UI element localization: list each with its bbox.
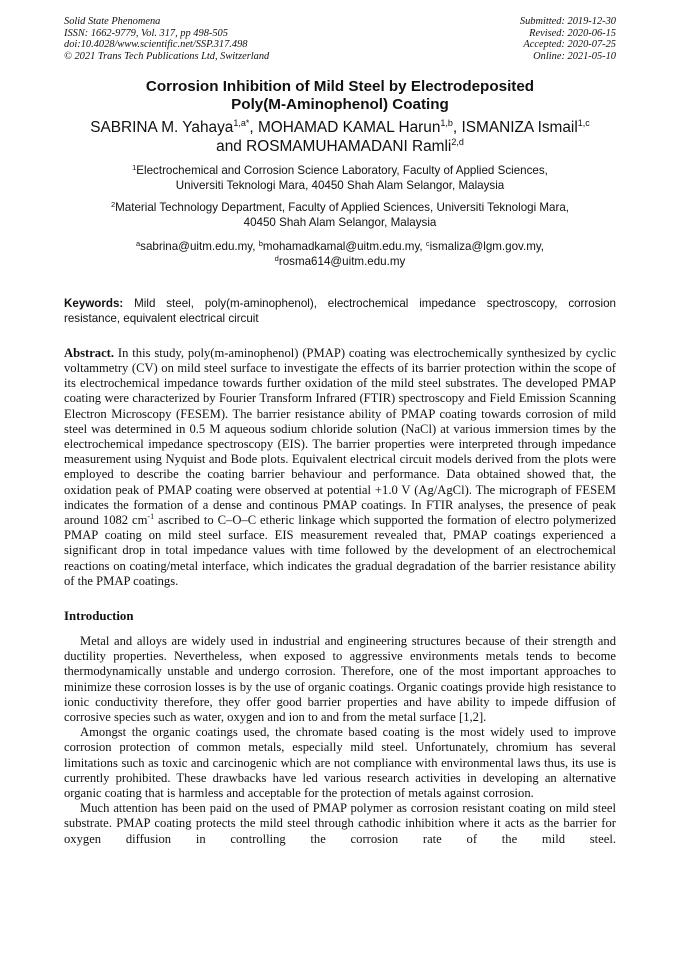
dates-info [520,16,616,62]
email-c: ismaliza@lgm.gov.my, [429,240,545,254]
abstract-section [64,346,616,589]
affiliation-1-line-2: Universiti Teknologi Mara, 40450 Shah Alam Selangor, Malaysia [175,178,505,192]
author-2: MOHAMAD KAMAL Harun [257,119,441,137]
authors-line-1 [64,119,616,138]
title-line-1: Corrosion Inhibition of Mild Steel by Electrodeposited [145,78,535,96]
author-3-sup: 1,c [577,118,590,129]
introduction-paragraph-1: Metal and alloys are widely used in industrial and engineering structures because of their strength and ductility properties. Nevertheless, when exposed to aggressive environments metals tends to become thermodynamically unstable and undergo corrosion. Therefore, one of the most important approaches to minimize these corrosion losses is by the use of organic coatings. Organic coatings provide high resistance to ionic conductivity therefore, they offer good barrier properties and have ability to impede diffusion of corrosive species such as water, oxygen and ion to and from the metal surface [1,2]. [64,634,616,725]
journal-header [64,16,616,62]
accepted-date: Accepted: 2020-07-25 [523,39,616,51]
author-list [64,119,616,156]
affiliation-2 [64,201,616,230]
emails-line-1 [64,240,616,255]
revised-date: Revised: 2020-06-15 [529,27,616,39]
email-list [64,240,616,269]
affiliation-1-text: Electrochemical and Corrosion Science Laboratory, Faculty of Applied Sciences, [136,164,548,178]
doi-line: doi:10.4028/www.scientific.net/SSP.317.498 [64,39,248,51]
affiliation-2-text: Material Technology Department, Faculty of Applied Sciences, Universiti Teknologi Mara, [115,201,570,215]
publication-info [64,16,269,62]
affiliation-1-sup: 1 [132,163,137,173]
authors-line-2 [64,138,616,157]
affiliation-2-line-1 [64,201,616,216]
email-a: sabrina@uitm.edu.my, [140,240,259,254]
abstract-text-1: In this study, poly(m-aminophenol) (PMAP) coating was electrochemically synthesized by cyclic voltammetry (CV) on mild steel surface to investigate the effects of its barrier protection within the scope of its electrochemical impedance towards further oxidation of the mild steel substrates. The developed PMAP coating were characterized by Fourier Transform Infrared (FTIR) spectroscopy and Field Emission Scanning Electron Microscopy (FESEM). The barrier resistance ability of PMAP coating towards corrosion of mild steel was determined in 0.5 M aqueous sodium chloride solution (NaCl) at various immersion times by the electrochemical impedance spectroscopy (EIS). The barrier properties were interpreted through impedance measurement using Nyquist and Bode plots. Equivalent electrical circuit models derived from the plots were employed to describe the coating barrier behaviour and performance. Data obtained showed that, the oxidation peak of PMAP coating were observed at potential +1.0 V (Ag/AgCl). The micrograph of FESEM indicates the formation of a dense and continous PMAP coatings. In FTIR analyses, the presence of peak around 1082 cm [64,345,616,528]
online-date: Online: 2021-05-10 [533,50,616,62]
email-d-sup: d [274,253,279,263]
author-separator: , [249,119,258,137]
emails-line-2 [64,255,616,270]
keywords-section [64,297,616,325]
email-c-sup: c [425,239,430,249]
affiliation-1-line-1 [64,164,616,179]
author-separator: , [452,119,462,137]
email-d: rosma614@uitm.edu.my [278,254,406,268]
abstract-text-2: ascribed to C–O–C etheric linkage which supported the formation of electro polymerized PMAP coating on mild steel surface. EIS measurement revealed that, PMAP coatings experienced a significant drop in total impedance values with time followed by the development of an electrochemical reactions on coating/metal interface, which indicates the gradual degradation of the barrier resistance ability of the PMAP coatings. [64,513,616,588]
journal-name: Solid State Phenomena [64,16,161,27]
introduction-paragraph-3: Much attention has been paid on the used of PMAP polymer as corrosion resistant coating on mild steel substrate. PMAP coating protects the mild steel through cathodic inhibition where it acts as the barrier for oxygen diffusion in controlling the corrosion rate of the mild steel. [64,801,616,846]
paper-page [64,16,616,847]
abstract-label: Abstract. [64,345,115,360]
email-a-sup: a [135,239,141,249]
paper-title [64,78,616,114]
issn-line: ISSN: 1662-9779, Vol. 317, pp 498-505 [64,27,228,39]
copyright-line: © 2021 Trans Tech Publications Ltd, Switzerland [64,50,270,62]
title-line-2: Poly(M-Aminophenol) Coating [231,96,449,114]
keywords-label: Keywords: [64,297,124,311]
author-2-sup: 1,b [440,118,453,129]
author-4: ROSMAMUHAMADANI Ramli [246,137,452,155]
email-b-sup: b [258,239,263,249]
affiliation-2-line-2: 40450 Shah Alam Selangor, Malaysia [243,215,437,229]
introduction-heading: Introduction [64,609,134,624]
author-and: and [216,137,247,155]
author-4-sup: 2,d [451,136,464,147]
author-1-sup: 1,a* [233,118,250,129]
introduction-paragraph-2: Amongst the organic coatings used, the chromate based coating is the most widely used to improve corrosion protection of common metals, especially mild steel. Unfortunately, chromium has several limitations such as toxic and carcinogenic which are not compliance with environmental laws thus, its use is currently prohibited. These drawbacks have led various research activities in developing an alternative organic coating that is harmless and acceptable for the protection of metals against corrosion. [64,725,616,801]
author-1: SABRINA M. Yahaya [90,119,234,137]
submitted-date: Submitted: 2019-12-30 [519,16,616,27]
affiliation-1 [64,164,616,193]
affiliation-2-sup: 2 [110,200,116,210]
email-b: mohamadkamal@uitm.edu.my, [262,240,426,254]
wavenumber-unit-sup: -1 [147,512,155,522]
author-3: ISMANIZA Ismail [461,119,578,137]
keywords-text: Mild steel, poly(m-aminophenol), electrochemical impedance spectroscopy, corrosion resistance, equivalent electrical circuit [64,297,616,325]
